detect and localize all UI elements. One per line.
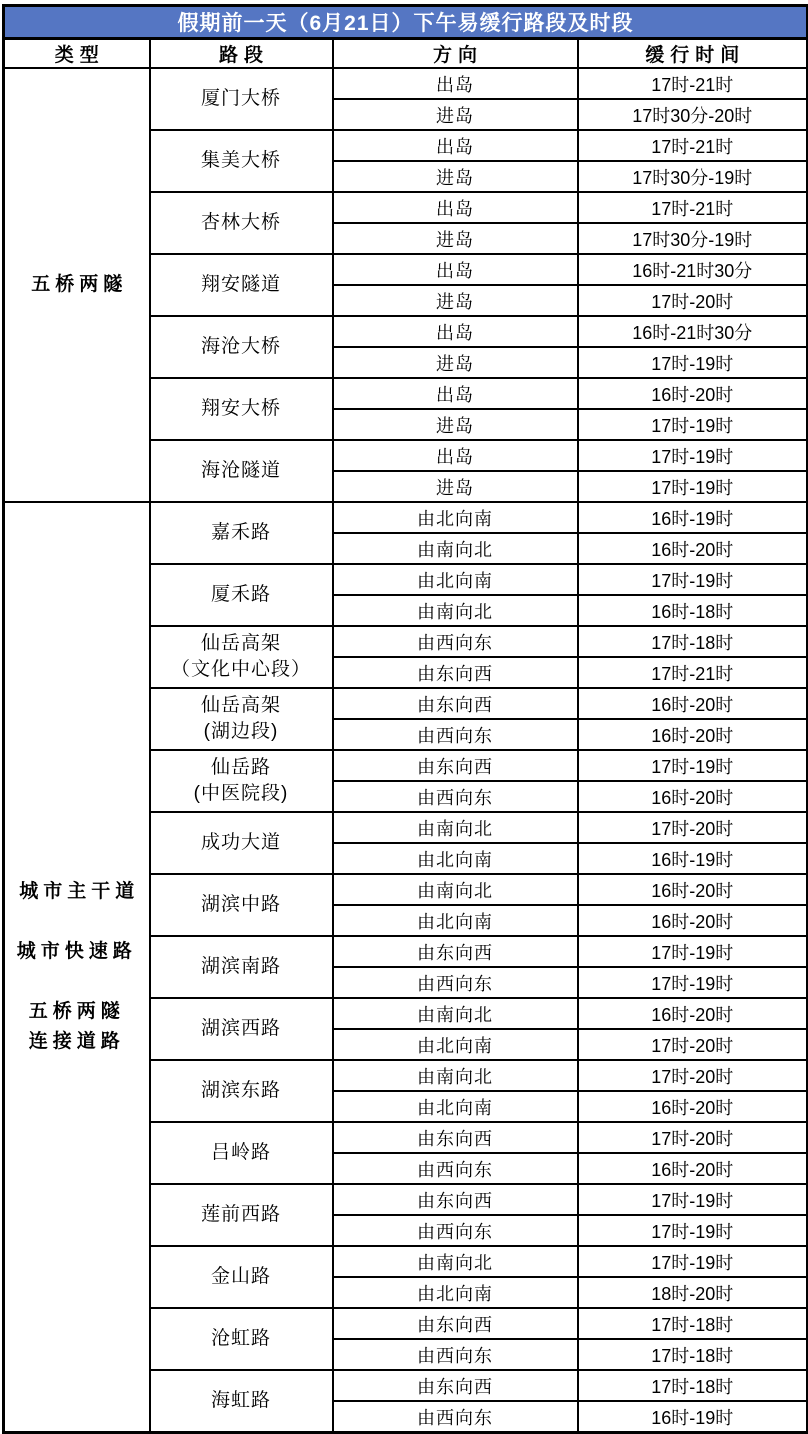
time-cell: 17时-19时 [578,409,808,440]
time-cell: 16时-20时 [578,688,808,719]
direction-cell: 由西向东 [333,1153,578,1184]
direction-cell: 由南向北 [333,998,578,1029]
direction-cell: 由西向东 [333,1339,578,1370]
time-cell: 17时-19时 [578,564,808,595]
road-cell: 集美大桥 [150,130,333,192]
direction-cell: 进岛 [333,161,578,192]
time-cell: 17时-19时 [578,440,808,471]
road-cell: 海沧隧道 [150,440,333,502]
time-cell: 17时-21时 [578,68,808,99]
time-cell: 16时-20时 [578,533,808,564]
direction-cell: 由西向东 [333,1401,578,1433]
direction-cell: 由东向西 [333,657,578,688]
direction-cell: 由西向东 [333,781,578,812]
traffic-table [2,4,808,1434]
direction-cell: 出岛 [333,440,578,471]
direction-cell: 由南向北 [333,533,578,564]
time-cell: 17时-20时 [578,285,808,316]
time-cell: 16时-20时 [578,378,808,409]
direction-cell: 出岛 [333,130,578,161]
road-cell: 厦门大桥 [150,68,333,130]
road-cell: 湖滨南路 [150,936,333,998]
table-row [4,502,808,533]
road-cell: 厦禾路 [150,564,333,626]
direction-cell: 由东向西 [333,1308,578,1339]
direction-cell: 由西向东 [333,1215,578,1246]
time-cell: 17时-20时 [578,1029,808,1060]
direction-cell: 由南向北 [333,812,578,843]
time-cell: 17时-20时 [578,1060,808,1091]
direction-cell: 进岛 [333,471,578,502]
time-cell: 17时-21时 [578,192,808,223]
time-cell: 16时-20时 [578,905,808,936]
direction-cell: 进岛 [333,285,578,316]
direction-cell: 由东向西 [333,1122,578,1153]
direction-cell: 由西向东 [333,626,578,657]
time-cell: 16时-20时 [578,998,808,1029]
direction-cell: 由北向南 [333,1029,578,1060]
direction-cell: 由西向东 [333,719,578,750]
direction-cell: 由东向西 [333,936,578,967]
road-cell: 嘉禾路 [150,502,333,564]
direction-cell: 由北向南 [333,1277,578,1308]
time-cell: 17时-19时 [578,1215,808,1246]
road-cell: 杏林大桥 [150,192,333,254]
category-cell: 五桥两隧 [4,68,150,502]
direction-cell: 进岛 [333,409,578,440]
direction-cell: 出岛 [333,316,578,347]
road-cell: 翔安大桥 [150,378,333,440]
direction-cell: 由南向北 [333,595,578,626]
direction-cell: 由东向西 [333,1370,578,1401]
time-cell: 16时-19时 [578,843,808,874]
time-cell: 16时-19时 [578,1401,808,1433]
direction-cell: 由北向南 [333,1091,578,1122]
direction-cell: 由北向南 [333,843,578,874]
time-cell: 17时-19时 [578,1184,808,1215]
col-header-direction: 方向 [333,39,578,69]
road-cell: 湖滨西路 [150,998,333,1060]
road-cell: 海虹路 [150,1370,333,1433]
time-cell: 17时-20时 [578,1122,808,1153]
direction-cell: 由南向北 [333,874,578,905]
direction-cell: 由南向北 [333,1246,578,1277]
road-cell: 仙岳高架 （文化中心段） [150,626,333,688]
column-header-row [4,39,808,69]
direction-cell: 由北向南 [333,502,578,533]
time-cell: 16时-20时 [578,781,808,812]
road-cell: 湖滨中路 [150,874,333,936]
direction-cell: 进岛 [333,347,578,378]
category-cell: 城市主干道 城市快速路 五桥两隧 连接道路 [4,502,150,1433]
road-cell: 仙岳路 (中医院段) [150,750,333,812]
direction-cell: 出岛 [333,378,578,409]
road-cell: 沧虹路 [150,1308,333,1370]
time-cell: 17时-19时 [578,347,808,378]
time-cell: 17时-21时 [578,130,808,161]
direction-cell: 由东向西 [333,750,578,781]
direction-cell: 出岛 [333,68,578,99]
time-cell: 16时-18时 [578,595,808,626]
time-cell: 16时-19时 [578,502,808,533]
road-cell: 翔安隧道 [150,254,333,316]
time-cell: 16时-20时 [578,1153,808,1184]
time-cell: 16时-21时30分 [578,254,808,285]
time-cell: 16时-20时 [578,1091,808,1122]
time-cell: 17时-19时 [578,750,808,781]
direction-cell: 由南向北 [333,1060,578,1091]
table-row [4,68,808,99]
road-cell: 金山路 [150,1246,333,1308]
direction-cell: 出岛 [333,192,578,223]
page-title: 假期前一天（6月21日）下午易缓行路段及时段 [4,6,808,39]
time-cell: 17时-19时 [578,967,808,998]
time-cell: 18时-20时 [578,1277,808,1308]
time-cell: 16时-21时30分 [578,316,808,347]
direction-cell: 由西向东 [333,967,578,998]
time-cell: 17时30分-20时 [578,99,808,130]
time-cell: 17时-20时 [578,812,808,843]
road-cell: 莲前西路 [150,1184,333,1246]
time-cell: 17时-18时 [578,626,808,657]
direction-cell: 由东向西 [333,688,578,719]
time-cell: 17时-21时 [578,657,808,688]
direction-cell: 出岛 [333,254,578,285]
time-cell: 17时-19时 [578,471,808,502]
road-cell: 仙岳高架 (湖边段) [150,688,333,750]
time-cell: 17时-18时 [578,1308,808,1339]
direction-cell: 进岛 [333,99,578,130]
col-header-time: 缓行时间 [578,39,808,69]
col-header-road: 路段 [150,39,333,69]
time-cell: 17时-19时 [578,936,808,967]
time-cell: 17时30分-19时 [578,161,808,192]
direction-cell: 由北向南 [333,905,578,936]
time-cell: 16时-20时 [578,719,808,750]
road-cell: 海沧大桥 [150,316,333,378]
time-cell: 17时30分-19时 [578,223,808,254]
col-header-type: 类型 [4,39,150,69]
table-title-row [4,6,808,39]
time-cell: 16时-20时 [578,874,808,905]
road-cell: 吕岭路 [150,1122,333,1184]
time-cell: 17时-19时 [578,1246,808,1277]
direction-cell: 进岛 [333,223,578,254]
time-cell: 17时-18时 [578,1370,808,1401]
road-cell: 成功大道 [150,812,333,874]
direction-cell: 由东向西 [333,1184,578,1215]
direction-cell: 由北向南 [333,564,578,595]
table-body [4,68,808,1433]
time-cell: 17时-18时 [578,1339,808,1370]
road-cell: 湖滨东路 [150,1060,333,1122]
